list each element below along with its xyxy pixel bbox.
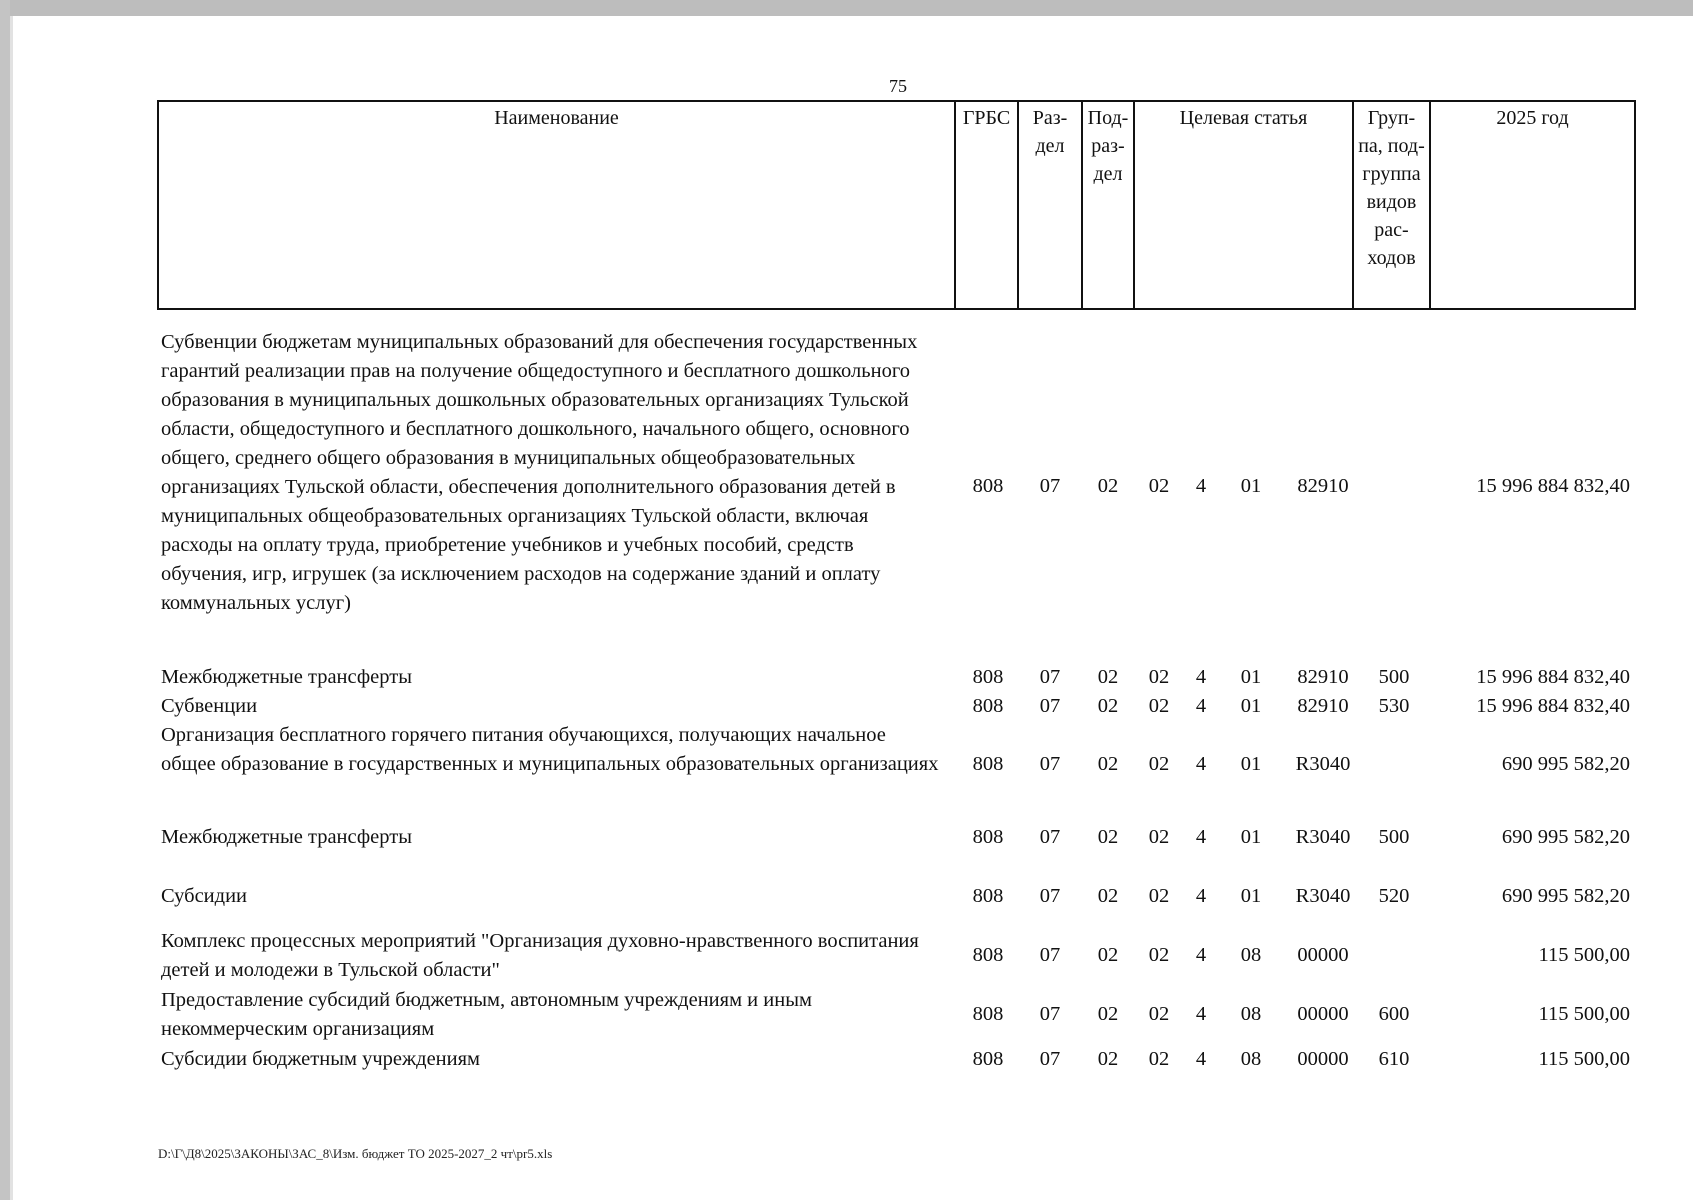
row-ts-type: 4: [1195, 753, 1207, 775]
row-ts-program: 02: [1148, 695, 1170, 717]
row-razdel: 07: [1039, 885, 1061, 907]
row-ts-struct: 08: [1240, 1048, 1262, 1070]
row-ts-direction: 00000: [1297, 1048, 1349, 1070]
row-ts-type: 4: [1195, 944, 1207, 966]
row-name: Субвенции: [161, 695, 258, 717]
row-ts-struct: 08: [1240, 1003, 1262, 1025]
row-razdel: 07: [1039, 695, 1061, 717]
row-sum: 15 996 884 832,40: [1476, 695, 1630, 717]
row-name: Субвенции бюджетам муниципальных образований для обеспечения государственных гарантий реализации прав на получение общедоступного и бесплатного дошкольного образования в муниципальных дошкольных образовательных организациях Тульской области, общедоступного и бесплатного дошкольного, начального общего, основного общего, среднего общего образования в муниципальных общеобразовательных организациях Тульской области, обеспечения дополнительного образования детей в муниципальных общеобразовательных организациях Тульской области, включая расходы на оплату труда, приобретение учебников и учебных пособий, средств обучения, игр, игрушек (за исключением расходов на содержание зданий и оплату коммунальных услуг): [161, 331, 918, 614]
row-ts-type: 4: [1195, 1003, 1207, 1025]
row-podrazdel: 02: [1097, 944, 1119, 966]
row-podrazdel: 02: [1097, 885, 1119, 907]
row-podrazdel: 02: [1097, 475, 1119, 497]
row-razdel: 07: [1039, 666, 1061, 688]
row-grbs: 808: [972, 695, 1004, 717]
row-ts-type: 4: [1195, 695, 1207, 717]
row-sum: 15 996 884 832,40: [1476, 475, 1630, 497]
row-ts-program: 02: [1148, 1003, 1170, 1025]
row-name: Комплекс процессных мероприятий "Организация духовно-нравственного воспитания детей и молодежи в Тульской области": [161, 930, 919, 981]
row-ts-program: 02: [1148, 1048, 1170, 1070]
row-grbs: 808: [972, 666, 1004, 688]
row-podrazdel: 02: [1097, 695, 1119, 717]
row-ts-struct: 01: [1240, 826, 1262, 848]
row-podrazdel: 02: [1097, 1003, 1119, 1025]
row-sum: 115 500,00: [1538, 1048, 1630, 1070]
row-vid: 500: [1378, 666, 1410, 688]
row-sum: 15 996 884 832,40: [1476, 666, 1630, 688]
row-sum: 115 500,00: [1538, 1003, 1630, 1025]
row-ts-direction: R3040: [1295, 885, 1351, 907]
row-ts-program: 02: [1148, 885, 1170, 907]
header-name: Наименование: [158, 101, 955, 309]
header-vid-raskhodov: Груп-па, под-группа видов рас-ходов: [1353, 101, 1430, 309]
row-sum: 115 500,00: [1538, 944, 1630, 966]
header-year: 2025 год: [1430, 101, 1635, 309]
row-ts-direction: 82910: [1297, 666, 1349, 688]
row-ts-type: 4: [1195, 885, 1207, 907]
row-ts-type: 4: [1195, 1048, 1207, 1070]
row-vid: 610: [1378, 1048, 1410, 1070]
row-grbs: 808: [972, 1048, 1004, 1070]
row-ts-type: 4: [1195, 826, 1207, 848]
header-grbs: ГРБС: [955, 101, 1018, 309]
row-ts-direction: 00000: [1297, 944, 1349, 966]
row-ts-program: 02: [1148, 475, 1170, 497]
row-vid: 500: [1378, 826, 1410, 848]
row-podrazdel: 02: [1097, 826, 1119, 848]
row-podrazdel: 02: [1097, 1048, 1119, 1070]
row-name: Организация бесплатного горячего питания обучающихся, получающих начальное общее образование в государственных и муниципальных образовательных организациях: [161, 724, 939, 775]
row-razdel: 07: [1039, 753, 1061, 775]
row-ts-struct: 01: [1240, 753, 1262, 775]
row-ts-struct: 01: [1240, 666, 1262, 688]
row-ts-struct: 01: [1240, 695, 1262, 717]
row-vid: 600: [1378, 1003, 1410, 1025]
row-ts-direction: R3040: [1295, 753, 1351, 775]
row-razdel: 07: [1039, 826, 1061, 848]
row-sum: 690 995 582,20: [1501, 753, 1630, 775]
row-podrazdel: 02: [1097, 753, 1119, 775]
row-name: Межбюджетные трансферты: [161, 826, 412, 848]
row-ts-type: 4: [1195, 666, 1207, 688]
row-razdel: 07: [1039, 1003, 1061, 1025]
footer-file-path: D:\Г\Д8\2025\ЗАКОНЫ\ЗАС_8\Изм. бюджет ТО 2025-2027_2 чт\pr5.xls: [158, 1146, 553, 1161]
row-name: Субсидии бюджетным учреждениям: [161, 1048, 481, 1070]
row-grbs: 808: [972, 944, 1004, 966]
header-tselevaya-statya: Целевая статья: [1134, 101, 1353, 309]
row-ts-direction: 00000: [1297, 1003, 1349, 1025]
header-razdel: Раз-дел: [1018, 101, 1082, 309]
page-number: 75: [889, 76, 907, 96]
row-ts-struct: 01: [1240, 475, 1262, 497]
row-name: Субсидии: [161, 885, 248, 907]
row-ts-program: 02: [1148, 666, 1170, 688]
row-ts-program: 02: [1148, 944, 1170, 966]
row-vid: 530: [1378, 695, 1410, 717]
row-razdel: 07: [1039, 475, 1061, 497]
row-grbs: 808: [972, 826, 1004, 848]
row-grbs: 808: [972, 475, 1004, 497]
row-grbs: 808: [972, 753, 1004, 775]
row-razdel: 07: [1039, 944, 1061, 966]
row-grbs: 808: [972, 885, 1004, 907]
row-ts-struct: 08: [1240, 944, 1262, 966]
row-razdel: 07: [1039, 1048, 1061, 1070]
row-ts-direction: 82910: [1297, 475, 1349, 497]
row-grbs: 808: [972, 1003, 1004, 1025]
row-ts-type: 4: [1195, 475, 1207, 497]
row-ts-direction: R3040: [1295, 826, 1351, 848]
row-ts-program: 02: [1148, 826, 1170, 848]
row-ts-struct: 01: [1240, 885, 1262, 907]
row-name: Межбюджетные трансферты: [161, 666, 412, 688]
row-ts-program: 02: [1148, 753, 1170, 775]
row-vid: 520: [1378, 885, 1410, 907]
row-name: Предоставление субсидий бюджетным, автономным учреждениям и иным некоммерческим организациям: [161, 989, 812, 1040]
row-sum: 690 995 582,20: [1501, 826, 1630, 848]
header-podrazdel: Под-раз-дел: [1082, 101, 1134, 309]
row-sum: 690 995 582,20: [1501, 885, 1630, 907]
row-ts-direction: 82910: [1297, 695, 1349, 717]
row-podrazdel: 02: [1097, 666, 1119, 688]
